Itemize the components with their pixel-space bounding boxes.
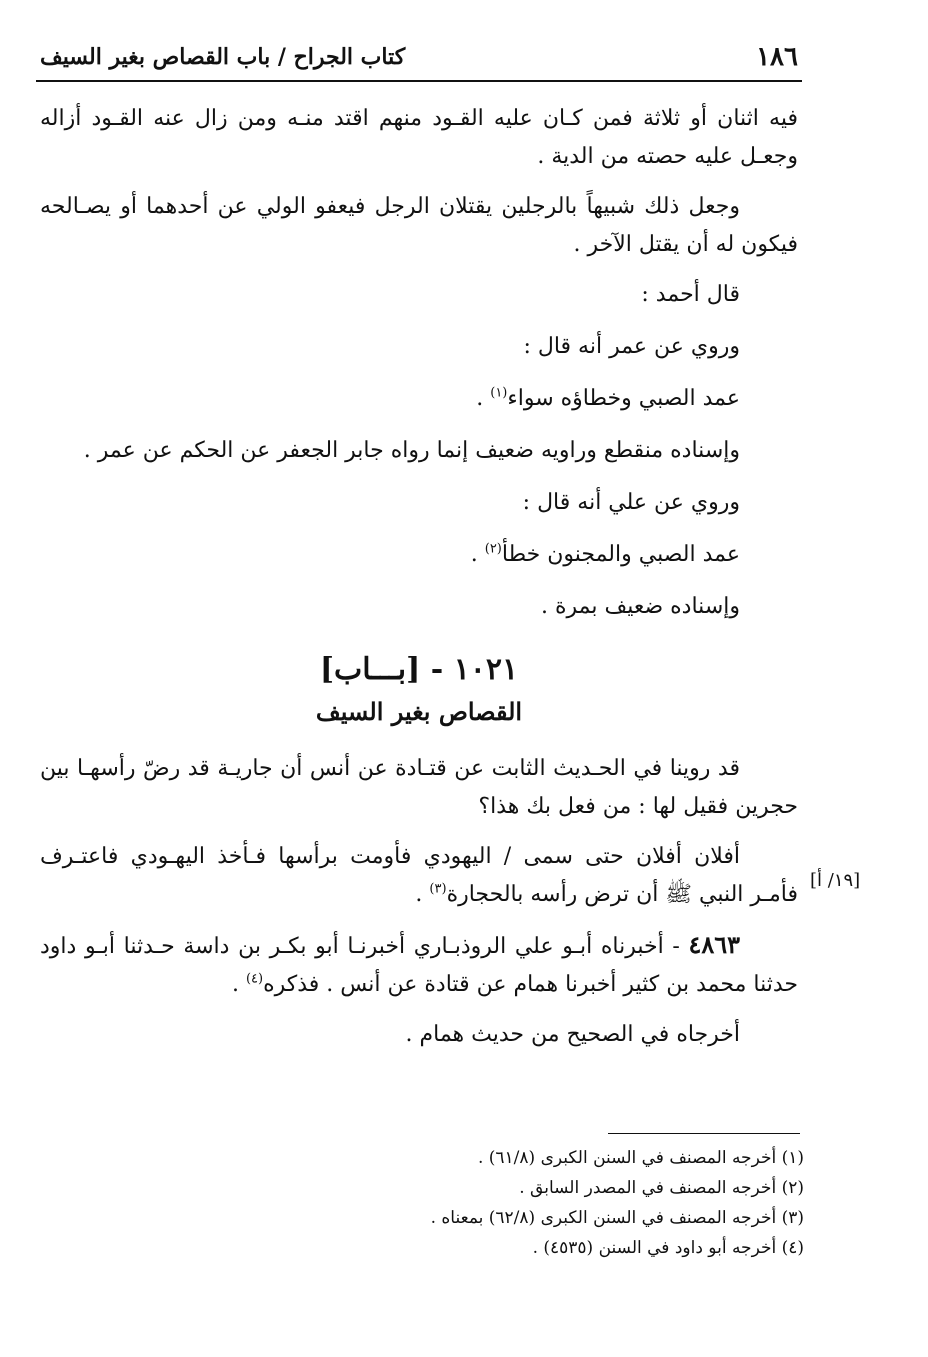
running-title: كتاب الجراح / باب القصاص بغير السيف xyxy=(40,44,406,70)
page-header xyxy=(36,40,802,82)
punctuation: . xyxy=(231,972,246,997)
isnad-text: - أخبرناه أبـو علي الروذبـاري أخبرنـا أبو بكـر بن داسة حـدثنا أبـو داود حدثنا محمد بن كثير أخبرنا همام عن قتادة عن أنس . فذكره xyxy=(40,934,798,997)
footnote-ref: (٢) xyxy=(484,541,502,557)
paragraph xyxy=(40,838,798,914)
footnote-ref: (٤) xyxy=(245,971,264,987)
punctuation: . xyxy=(415,882,430,907)
hadith-number: ٤٨٦٣ xyxy=(688,930,740,959)
paragraph: وإسناده منقطع وراويه ضعيف إنما رواه جابر الجعفر عن الحكم عن عمر . xyxy=(83,438,740,463)
chapter-subheading: القصاص بغير السيف xyxy=(315,697,523,726)
quote-text: عمد الصبي والمجنون خطأ xyxy=(501,542,740,567)
punctuation: . xyxy=(470,542,485,567)
footnote-ref: (٣) xyxy=(429,881,447,897)
main-text xyxy=(40,100,798,1066)
paragraph: وجعل ذلك شبيهاً بالرجلين يقتلان الرجل فيعفو الولي عن أحدهما أو يصـالحه فيكون له أن يقتل الآخر . xyxy=(40,194,798,257)
footnote-ref: (١) xyxy=(490,385,508,401)
footnote-divider xyxy=(608,1133,800,1134)
paragraph xyxy=(40,380,798,418)
paragraph: قد روينا في الحـديث الثابت عن قتـادة عن أنس أن جاريـة قد رضّ رأسهـا بين حجرين فقيل لها : من فعل بك هذا؟ xyxy=(40,756,798,819)
narration-text: أفلان أفلان حتى سمى / اليهودي فأومت برأسها فـأخذ اليهـودي فاعتـرف فأمـر النبي ﷺ أن ترض رأسه بالحجارة xyxy=(40,844,798,907)
footnote-item: (٢) أخرجه المصنف في المصدر السابق . xyxy=(519,1178,804,1198)
page-number: ١٨٦ xyxy=(756,42,798,72)
paragraph: قال أحمد : xyxy=(641,282,740,307)
paragraph: وإسناده ضعيف بمرة . xyxy=(540,594,740,619)
chapter-heading: ١٠٢١ - [بـــاب] xyxy=(319,652,519,687)
paragraph: وروي عن علي أنه قال : xyxy=(522,490,740,515)
footnote-item: (٤) أخرجه أبو داود في السنن (٤٥٣٥) . xyxy=(532,1238,804,1258)
paragraph-continuation: فيه اثنان أو ثلاثة فمن كـان عليه القـود منهم اقتد منـه ومن زال عنه القـود أزاله وجعـل عليه حصته من الدية . xyxy=(40,106,798,169)
footnote-item: (١) أخرجه المصنف في السنن الكبرى (٦١/٨) . xyxy=(477,1148,804,1168)
hadith-paragraph xyxy=(40,926,798,1004)
punctuation: . xyxy=(476,386,491,411)
paragraph: أخرجاه في الصحيح من حديث همام . xyxy=(405,1022,740,1047)
footnote-item: (٣) أخرجه المصنف في السنن الكبرى (٦٢/٨) بمعناه . xyxy=(430,1208,804,1228)
paragraph: وروي عن عمر أنه قال : xyxy=(523,334,740,359)
paragraph xyxy=(40,536,798,574)
footnotes xyxy=(284,1143,804,1263)
quote-text: عمد الصبي وخطاؤه سواء xyxy=(507,386,740,411)
margin-folio-note: [١٩/ أ] xyxy=(810,870,861,891)
